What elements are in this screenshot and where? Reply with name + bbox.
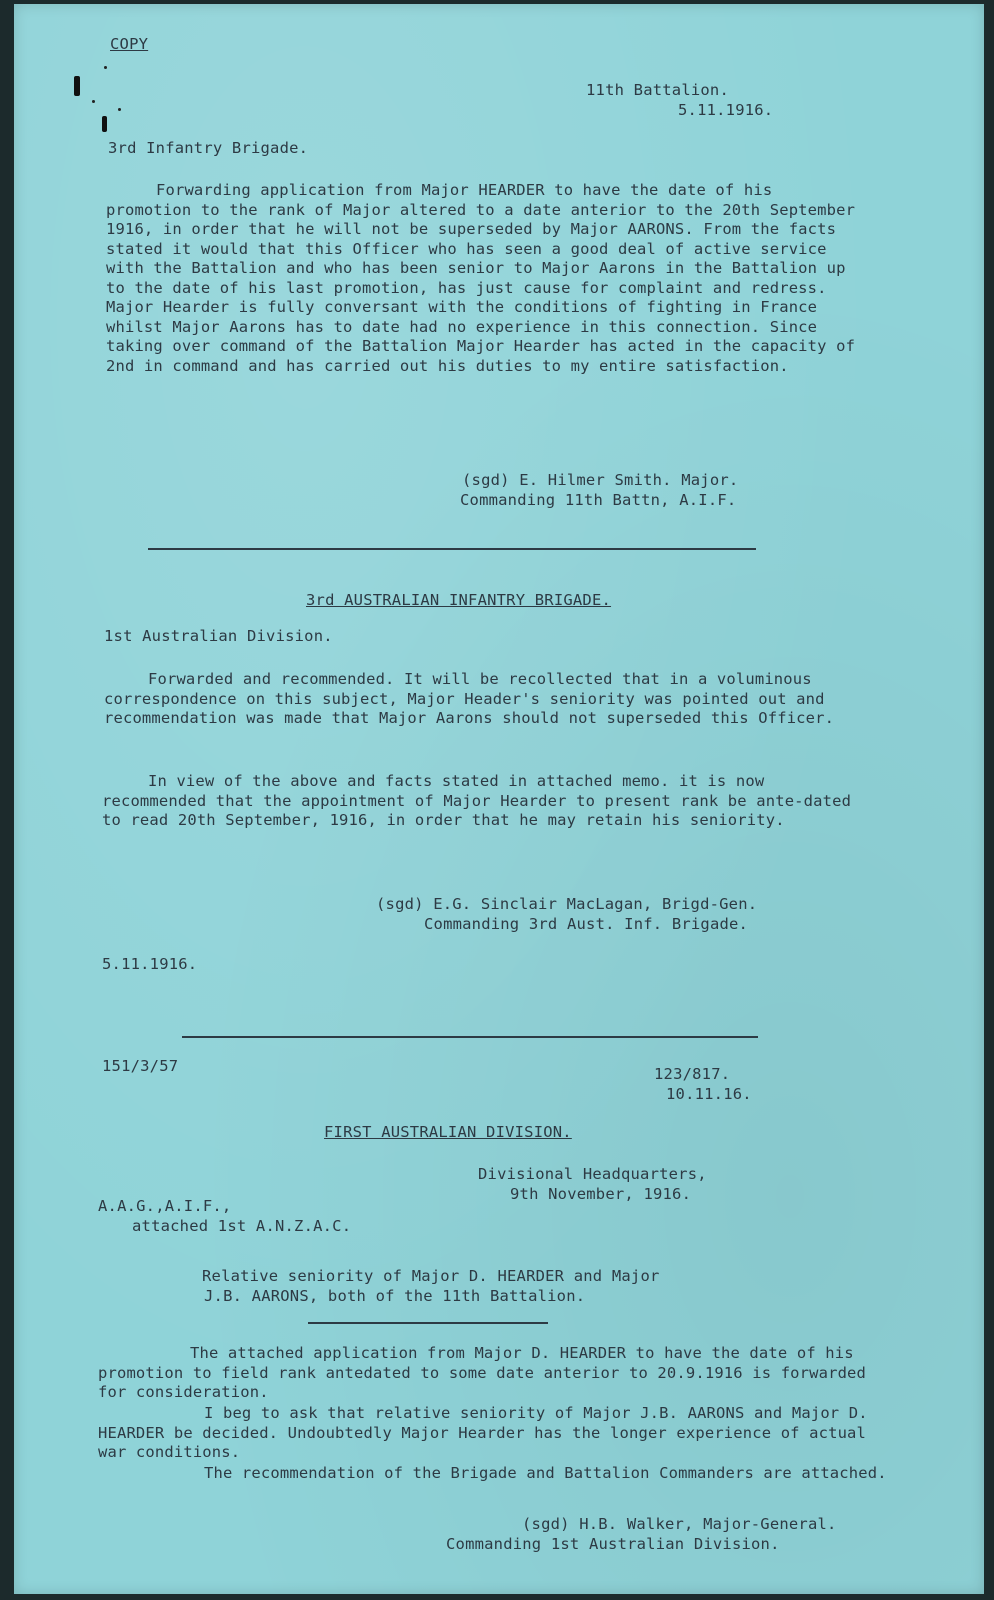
section2-paragraph-2: In view of the above and facts stated in attached memo. it is now recommended that the appointment of Major Hearder to present rank be ante-dated to read 20th September, 1916, in order that he may retain his seniority. [102,772,852,829]
section3-signature: (sgd) H.B. Walker, Major-General. [522,1515,837,1533]
section1-addressee: 3rd Infantry Brigade. [108,139,309,157]
section3-heading: FIRST AUSTRALIAN DIVISION. [324,1123,572,1141]
letter-date: 5.11.1916. [678,101,774,119]
copy-label: COPY [110,35,149,53]
reference-date: 10.11.16. [666,1085,752,1103]
file-reference-right: 123/817. [654,1065,731,1083]
headquarters-location: Divisional Headquarters, [478,1165,707,1183]
ink-dot [104,66,107,69]
section3-signature-title: Commanding 1st Australian Division. [446,1535,780,1553]
section2-date: 5.11.1916. [102,955,198,973]
section2-addressee: 1st Australian Division. [104,627,333,645]
section3-paragraph-1: The attached application from Major D. HEARDER to have the date of his promotion to field rank antedated to some date anterior to 20.9.1916 is forwarded for consideration. [98,1344,867,1401]
section1-body: Forwarding application from Major HEARDER to have the date of his promotion to the rank of Major altered to a date anterior to the 20th September 1916, in order that he will not be superseded by Major AARONS. From the facts stated it would that this Officer who has seen a good deal of active service with the Battalion and who has been senior to Major Aarons in the Battalion up to the date of his last promotion, has just cause for complaint and redress. Major Hearder is fully conversant with the conditions of fighting in France whilst Major Aarons has to date had no experience in this connection. Since taking over command of the Battalion Major Hearder has acted in the capacity of 2nd in command and has carried out his duties to my entire satisfaction. [106,181,856,375]
section2-signature-title: Commanding 3rd Aust. Inf. Brigade. [424,915,749,933]
document-page [14,4,984,1594]
recipient: A.A.G.,A.I.F., [98,1197,232,1215]
battalion-name: 11th Battalion. [586,81,729,99]
headquarters-date: 9th November, 1916. [510,1185,692,1203]
section3-paragraph-3: The recommendation of the Brigade and Battalion Commanders are attached. [204,1464,887,1482]
section1-signature-title: Commanding 11th Battn, A.I.F. [460,491,737,509]
divider-3 [308,1322,548,1324]
section1-signature: (sgd) E. Hilmer Smith. Major. [462,471,739,489]
divider-2 [182,1036,758,1038]
ink-mark-lower [102,116,107,132]
section2-signature: (sgd) E.G. Sinclair MacLagan, Brigd-Gen. [376,895,758,913]
subject-line-2: J.B. AARONS, both of the 11th Battalion. [204,1287,586,1305]
recipient-attachment: attached 1st A.N.Z.A.C. [132,1217,352,1235]
divider-1 [148,548,756,550]
section3-paragraph-2: I beg to ask that relative seniority of Major J.B. AARONS and Major D. HEARDER be decided. Undoubtedly Major Hearder has the longer experience of actual war conditions. [98,1404,868,1461]
section2-paragraph-1: Forwarded and recommended. It will be recollected that in a voluminous correspondence on this subject, Major Header's seniority was pointed out and recommendation was made that Major Aarons should not superseded this Officer. [104,670,835,727]
file-reference: 151/3/57 [102,1057,179,1075]
ink-mark-top [74,76,80,96]
ink-dot [118,108,121,111]
ink-dot [92,100,95,103]
section2-heading: 3rd AUSTRALIAN INFANTRY BRIGADE. [306,591,612,609]
subject-line-1: Relative seniority of Major D. HEARDER and Major [202,1267,660,1285]
